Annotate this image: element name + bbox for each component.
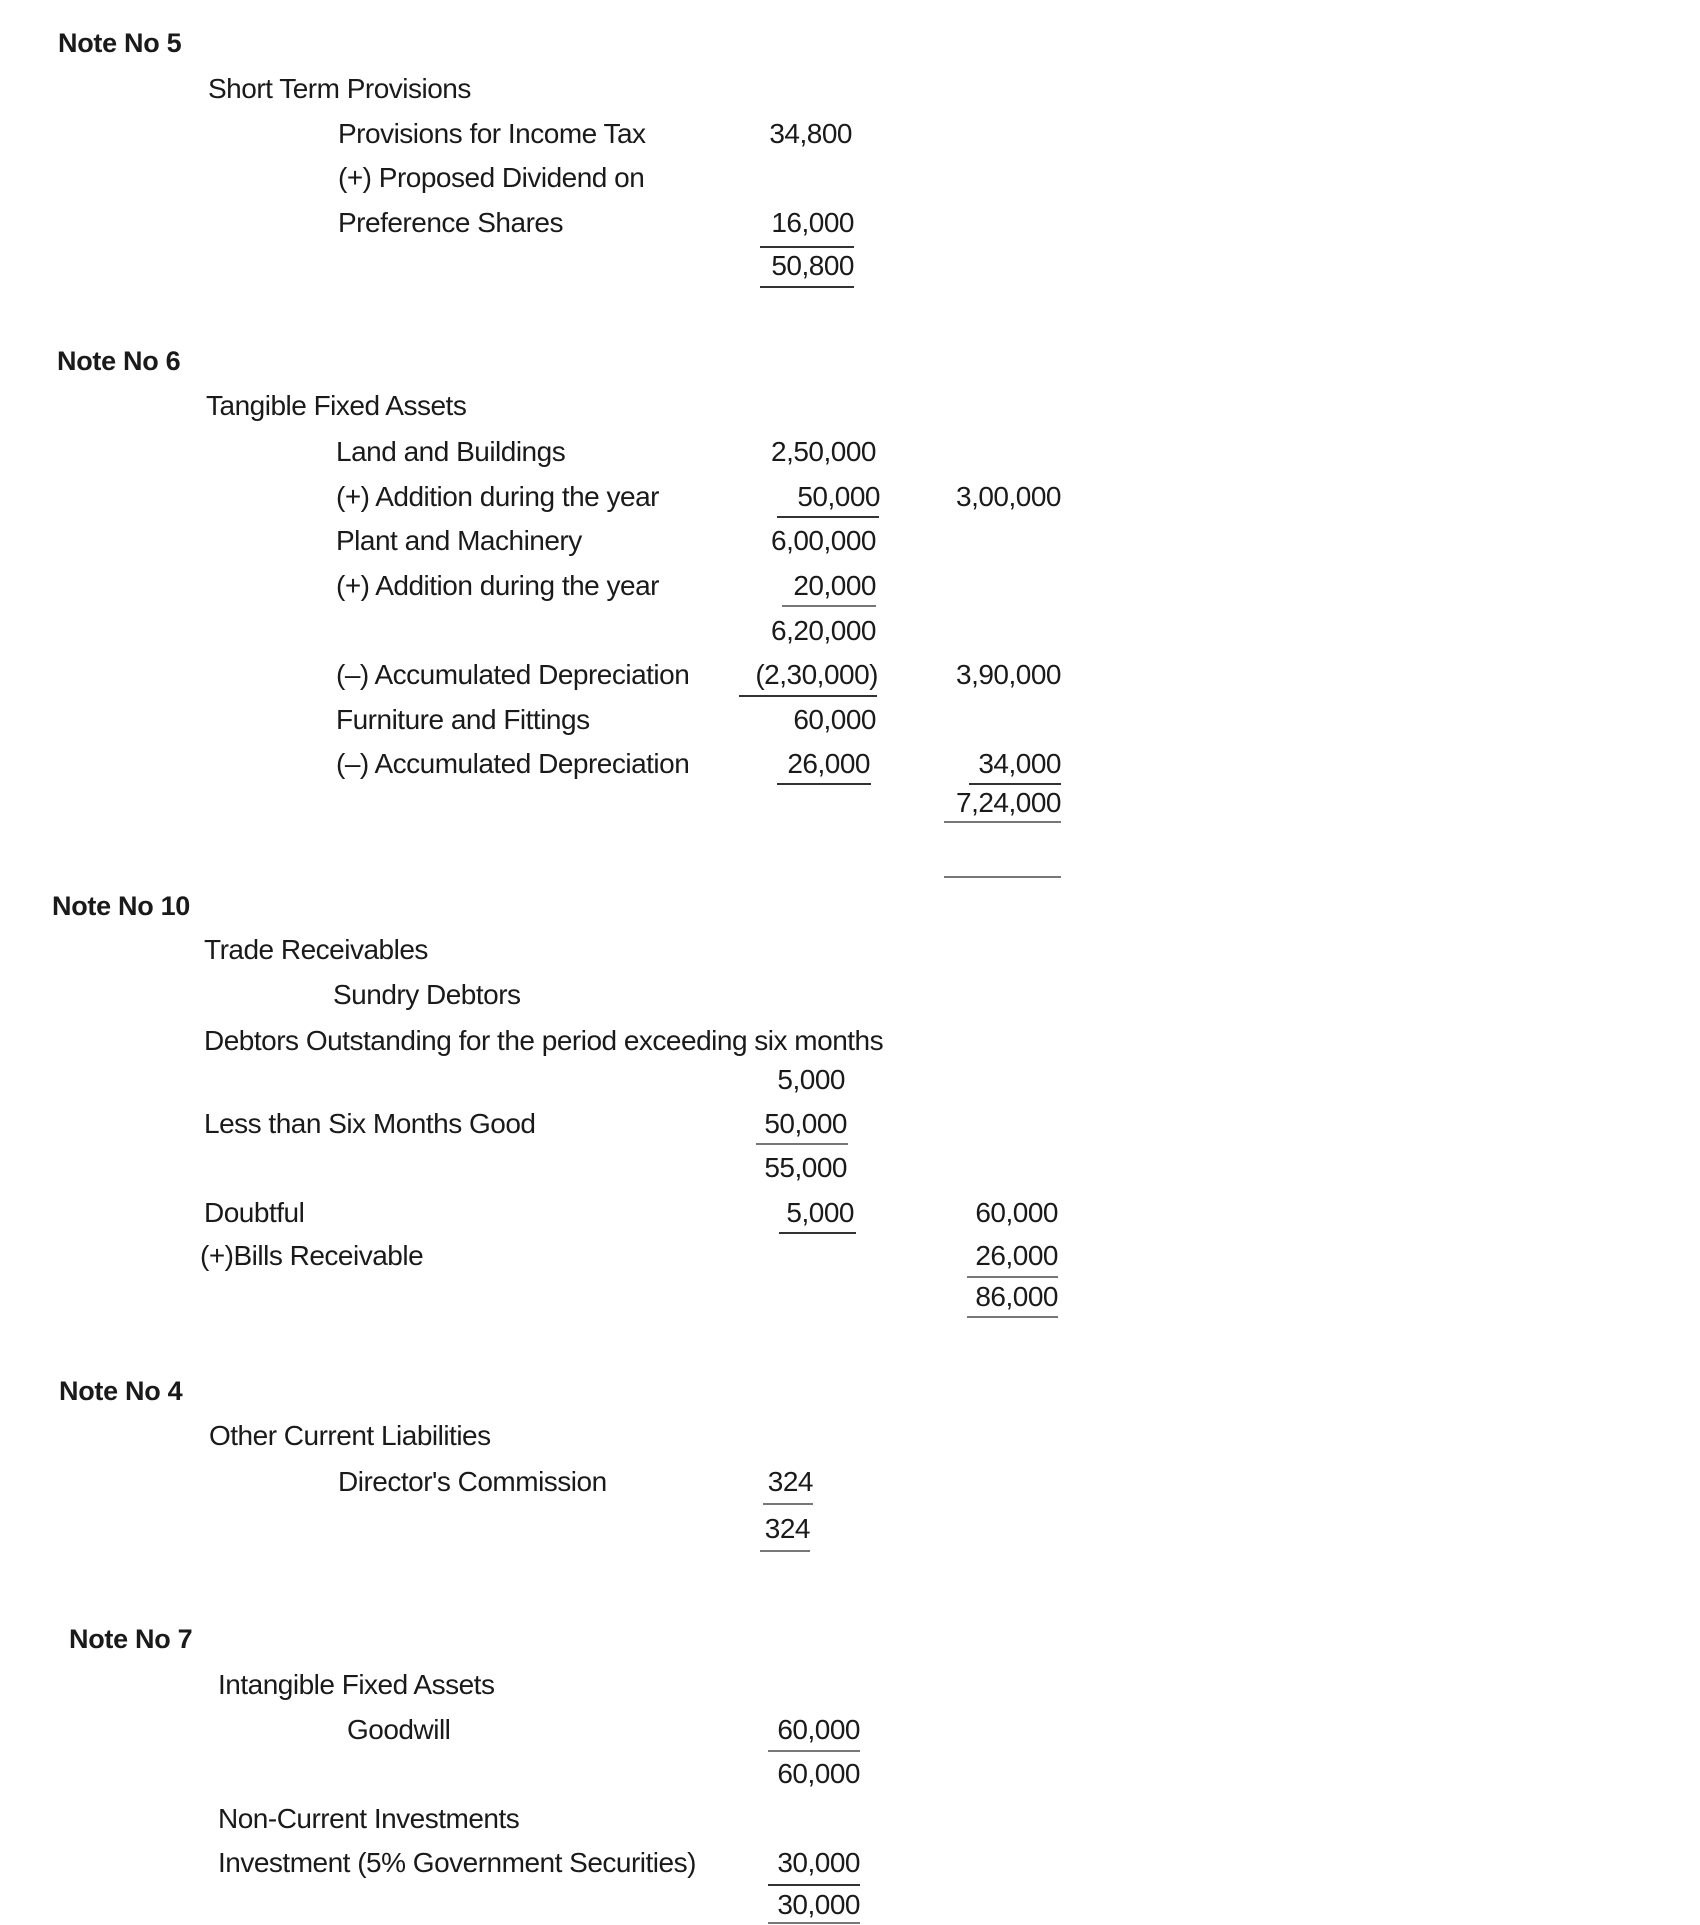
row-value: 34,800	[769, 118, 852, 149]
row-value: 324	[767, 1466, 813, 1497]
row-label: Director's Commission	[338, 1466, 607, 1497]
row-value: 5,000	[786, 1197, 854, 1228]
row-total: 26,000	[975, 1240, 1058, 1271]
row-value: 55,000	[764, 1152, 847, 1183]
subtotal-rule	[967, 1276, 1058, 1278]
total-rule	[967, 1316, 1058, 1318]
row-total: 34,000	[978, 748, 1061, 779]
row-value: 26,000	[787, 748, 870, 779]
row-value: 60,000	[777, 1714, 860, 1745]
note-total: 324	[764, 1513, 810, 1544]
row-label: Investment (5% Government Securities)	[218, 1847, 696, 1878]
row-total: 3,90,000	[956, 659, 1061, 690]
total-rule	[760, 286, 854, 288]
subtotal-rule	[763, 1503, 813, 1505]
subtotal-rule	[768, 1884, 860, 1886]
row-label: Land and Buildings	[336, 436, 566, 467]
row-label: Less than Six Months Good	[204, 1108, 536, 1139]
note-grand-total: 86,000	[975, 1281, 1058, 1312]
section-total: 30,000	[777, 1889, 860, 1920]
row-label: (+) Proposed Dividend on	[338, 162, 645, 193]
subtotal-rule	[756, 1143, 848, 1145]
subtotal-rule	[777, 783, 871, 785]
note-total: 60,000	[777, 1758, 860, 1789]
subtotal-rule	[782, 605, 876, 607]
row-value: 2,50,000	[771, 436, 876, 467]
row-value: 60,000	[793, 704, 876, 735]
note-description: Debtors Outstanding for the period exceeding six months	[204, 1025, 884, 1056]
row-label: (–) Accumulated Depreciation	[336, 659, 690, 690]
row-label: Goodwill	[347, 1714, 451, 1745]
row-label: Preference Shares	[338, 207, 563, 238]
row-value: 50,000	[764, 1108, 847, 1139]
row-label: (+) Addition during the year	[336, 570, 659, 601]
note-title: Short Term Provisions	[208, 73, 471, 104]
row-value: (2,30,000)	[755, 659, 878, 690]
row-value: 16,000	[771, 207, 854, 238]
row-label: (–) Accumulated Depreciation	[336, 748, 690, 779]
row-value: 6,00,000	[771, 525, 876, 556]
subtotal-rule	[760, 246, 854, 248]
note-subtitle: Sundry Debtors	[333, 979, 521, 1010]
total-rule	[760, 1550, 810, 1552]
subtotal-rule	[779, 1232, 856, 1234]
note-heading: Note No 5	[58, 28, 182, 58]
note-grand-total: 7,24,000	[956, 787, 1061, 818]
subtotal-rule	[777, 516, 879, 518]
row-label: Doubtful	[204, 1197, 305, 1228]
total-rule	[944, 876, 1061, 878]
note-title: Tangible Fixed Assets	[206, 390, 467, 421]
row-value: 30,000	[777, 1847, 860, 1878]
total-rule	[944, 821, 1061, 823]
row-label: Plant and Machinery	[336, 525, 582, 556]
note-title: Intangible Fixed Assets	[218, 1669, 495, 1700]
subtotal-rule	[969, 783, 1061, 785]
row-label: Provisions for Income Tax	[338, 118, 646, 149]
note-heading: Note No 10	[52, 891, 191, 921]
row-value: 5,000	[777, 1064, 845, 1095]
row-label: (+)Bills Receivable	[200, 1240, 424, 1271]
row-total: 60,000	[975, 1197, 1058, 1228]
note-heading: Note No 6	[57, 346, 181, 376]
row-value: 6,20,000	[771, 615, 876, 646]
note-title: Trade Receivables	[204, 934, 428, 965]
row-total: 3,00,000	[956, 481, 1061, 512]
row-label: (+) Addition during the year	[336, 481, 659, 512]
note-heading: Note No 7	[69, 1624, 193, 1654]
row-value: 50,000	[797, 481, 880, 512]
note-title: Other Current Liabilities	[209, 1420, 491, 1451]
subtotal-rule	[768, 1750, 860, 1752]
row-label: Furniture and Fittings	[336, 704, 590, 735]
row-value: 20,000	[793, 570, 876, 601]
note-total: 50,800	[771, 250, 854, 281]
total-rule	[768, 1922, 860, 1924]
subtotal-rule	[739, 695, 877, 697]
section-title: Non-Current Investments	[218, 1803, 520, 1834]
note-heading: Note No 4	[59, 1376, 183, 1406]
